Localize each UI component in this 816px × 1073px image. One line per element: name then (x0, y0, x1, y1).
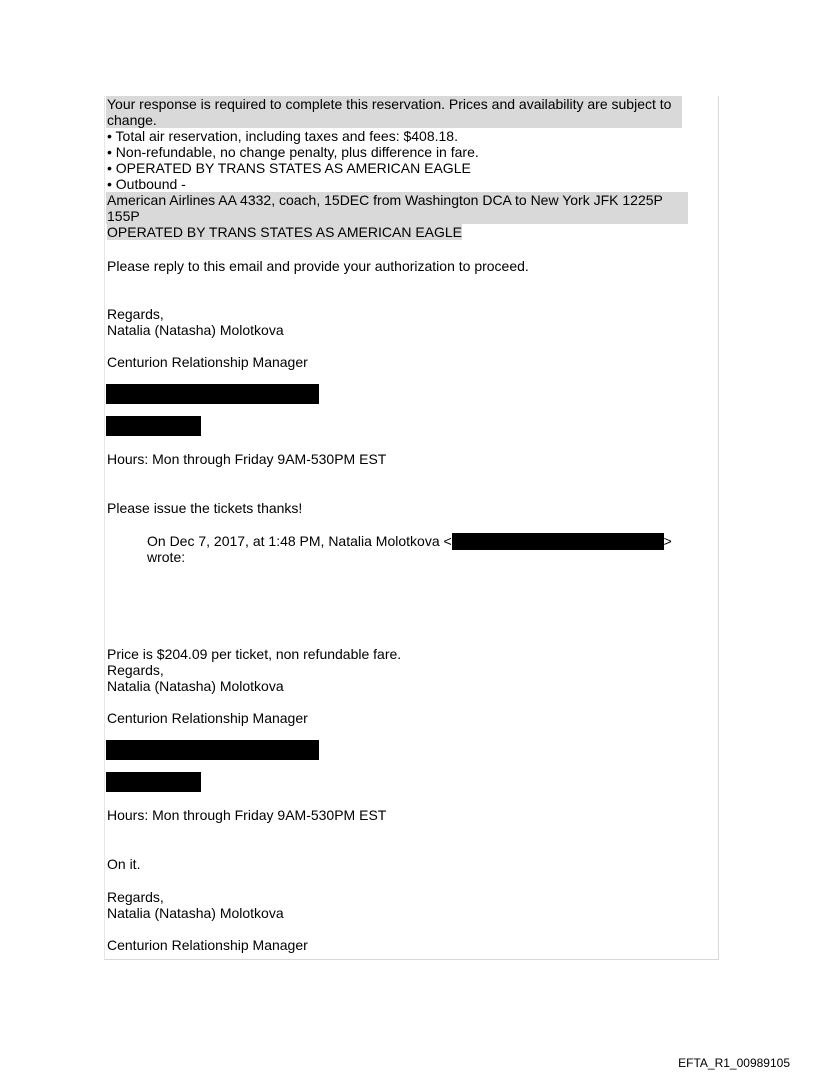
document-id: EFTA_R1_00989105 (678, 1056, 790, 1070)
flight-details-line-2: 155P (107, 208, 140, 224)
regards-3: Regards, (107, 889, 164, 905)
price-line: Price is $204.09 per ticket, non refundable fare. (107, 646, 402, 662)
on-it-line: On it. (107, 856, 141, 872)
intro-line-2: change. (107, 112, 157, 128)
signature-name-1: Natalia (Natasha) Molotkova (107, 322, 284, 338)
redaction-block (106, 416, 201, 436)
quote-wrote: wrote: (147, 549, 186, 565)
flight-details-line-1: American Airlines AA 4332, coach, 15DEC from Washington DCA to New York JFK 1225P (107, 192, 663, 208)
quote-header-suffix: > (663, 533, 672, 549)
regards-2: Regards, (107, 662, 164, 678)
regards-1: Regards, (107, 306, 164, 322)
bullet-operated-by: • OPERATED BY TRANS STATES AS AMERICAN EAGLE (107, 160, 471, 176)
signature-title-3: Centurion Relationship Manager (107, 937, 308, 953)
intro-line-1: Your response is required to complete this reservation. Prices and availability are subject to (107, 96, 672, 112)
signature-title-2: Centurion Relationship Manager (107, 710, 308, 726)
office-hours-2: Hours: Mon through Friday 9AM-530PM EST (107, 807, 387, 823)
signature-name-2: Natalia (Natasha) Molotkova (107, 678, 284, 694)
signature-name-3: Natalia (Natasha) Molotkova (107, 905, 284, 921)
bullet-total-reservation: • Total air reservation, including taxes and fees: $408.18. (107, 128, 458, 144)
redaction-block (106, 384, 319, 404)
quote-header-prefix: On Dec 7, 2017, at 1:48 PM, Natalia Molotkova < (147, 533, 452, 549)
office-hours-1: Hours: Mon through Friday 9AM-530PM EST (107, 451, 387, 467)
signature-title-1: Centurion Relationship Manager (107, 354, 308, 370)
redaction-block (106, 740, 319, 760)
redaction-block (452, 533, 664, 550)
issue-tickets-line: Please issue the tickets thanks! (107, 500, 303, 516)
bullet-non-refundable: • Non-refundable, no change penalty, plus difference in fare. (107, 144, 479, 160)
quote-header (147, 533, 672, 550)
reply-request: Please reply to this email and provide your authorization to proceed. (107, 258, 529, 274)
redaction-block (106, 772, 201, 792)
bullet-outbound: • Outbound - (107, 176, 186, 192)
operated-by-line: OPERATED BY TRANS STATES AS AMERICAN EAGLE (107, 224, 463, 240)
